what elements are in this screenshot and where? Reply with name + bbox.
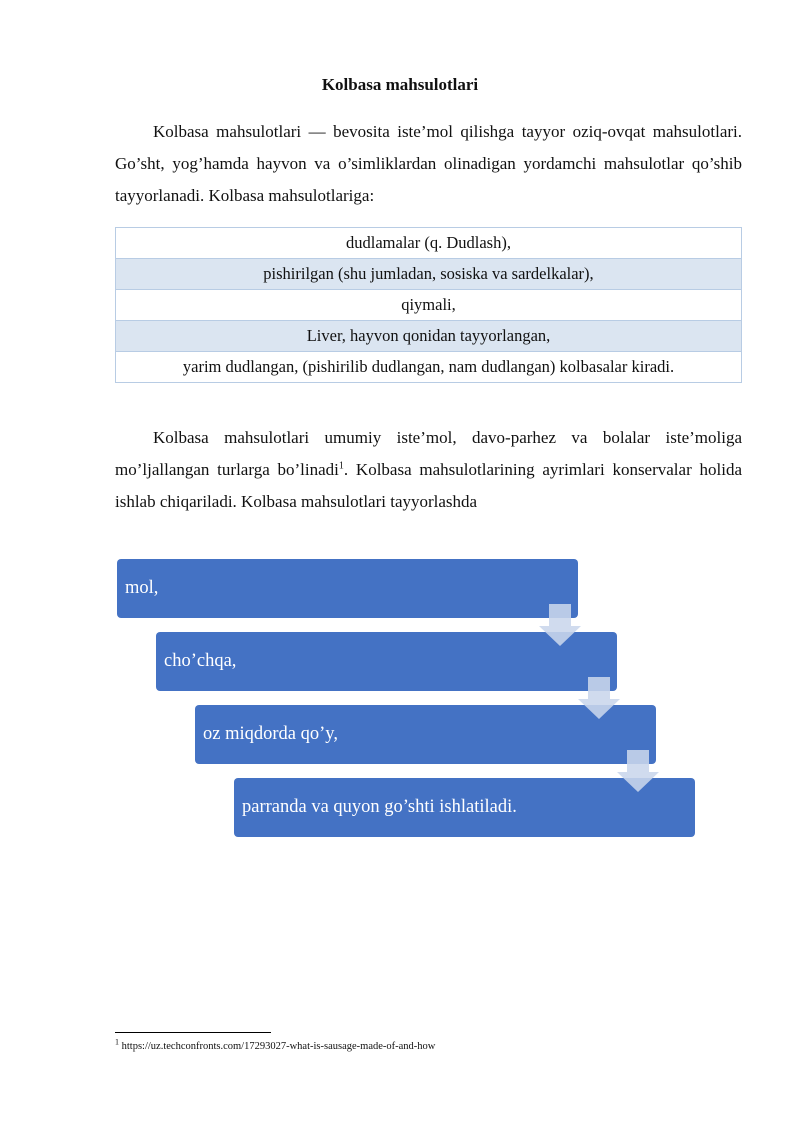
down-arrow-icon [578,677,620,719]
table-cell: qiymali, [116,290,742,321]
second-paragraph-text: Kolbasa mahsulotlari umumiy iste’mol, davo-parhez va bolalar iste’moliga mo’ljallangan turlarga bo’linadi [115,428,742,479]
down-arrow-icon [539,604,581,646]
table-row [116,290,742,321]
footnote-reference[interactable]: 1 [338,460,344,472]
document-title: Kolbasa mahsulotlari [321,75,479,94]
table-row [116,259,742,290]
table-row [116,321,742,352]
table-cell: yarim dudlangan, (pishirilib dudlangan, nam dudlangan) kolbasalar kiradi. [116,352,742,383]
flow-step-2: cho’chqa, [156,632,617,691]
footnote-marker: 1 [115,1037,119,1047]
flow-step-3: oz miqdorda qo’y, [195,705,656,764]
down-arrow-icon [617,750,659,792]
table-cell: Liver, hayvon qonidan tayyorlangan, [116,321,742,352]
sausage-types-table [115,227,742,383]
intro-paragraph-text: Kolbasa mahsulotlari — bevosita iste’mol qilishga tayyor oziq-ovqat mahsulotlari. Go’sht, yog’hamda hayvon va o’simliklardan olinadigan yordamchi mahsulotlar qo’shib tayyorlanadi. Kolbasa mahsulotlariga: [115,122,742,205]
second-paragraph [115,422,742,518]
table-row [116,228,742,259]
footnote-divider [115,1032,271,1033]
table-cell: dudlamalar (q. Dudlash), [116,228,742,259]
second-paragraph-tail: . Kolbasa mahsulotlarining ayrimlari konservalar holida ishlab chiqariladi. Kolbasa mahsulotlari tayyorlashda [115,460,742,511]
table-cell: pishirilgan (shu jumladan, sosiska va sardelkalar), [116,259,742,290]
flow-step-4: parranda va quyon go’shti ishlatiladi. [234,778,695,837]
intro-paragraph [115,116,742,212]
footnote-link[interactable]: https://uz.techconfronts.com/17293027-what-is-sausage-made-of-and-how [121,1041,436,1052]
table-row [116,352,742,383]
flow-step-1: mol, [117,559,578,618]
footnote [115,1037,436,1052]
